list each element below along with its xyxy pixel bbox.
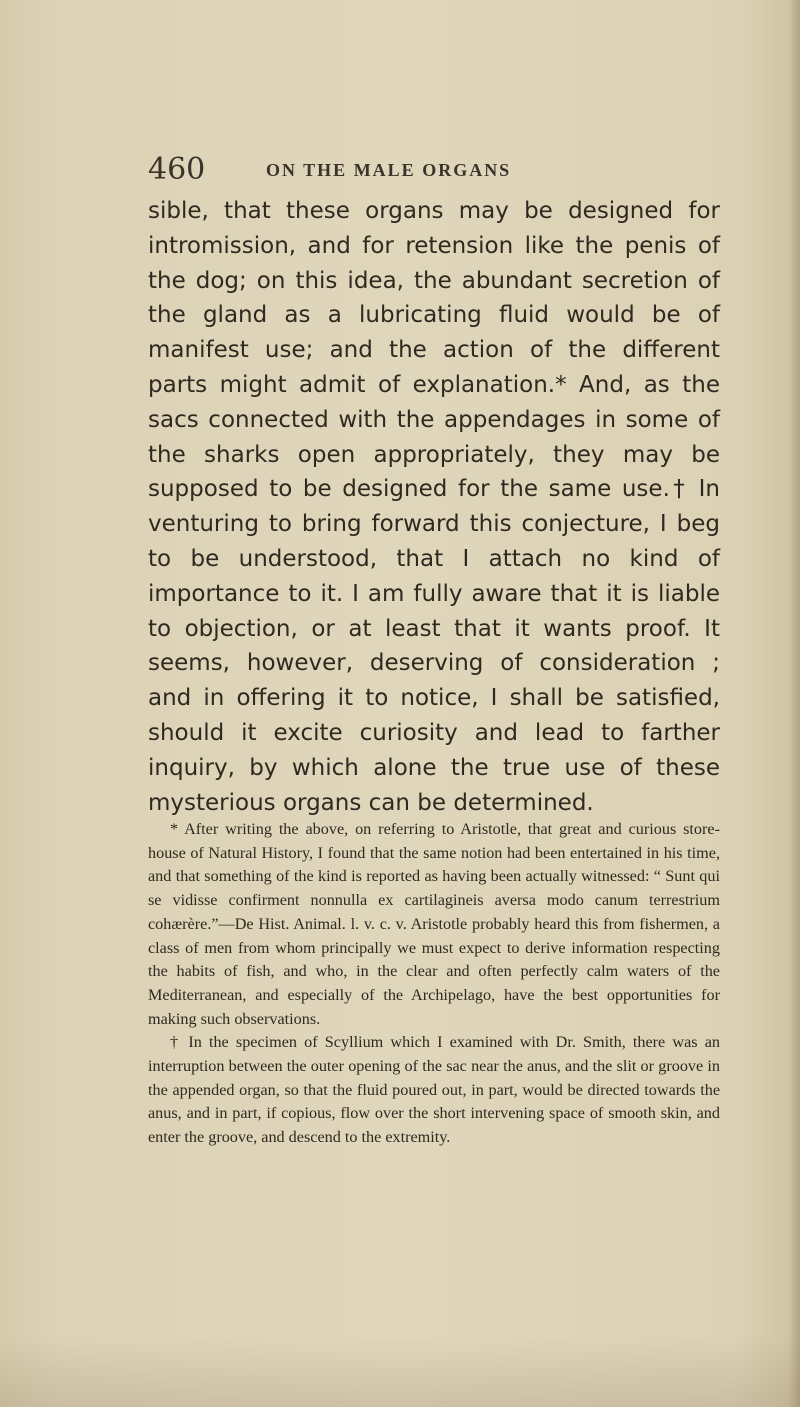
page-number: 460 bbox=[148, 152, 206, 187]
page-bottom-shadow bbox=[0, 1337, 800, 1407]
footnote-dagger: † In the specimen of Scyllium which I examined with Dr. Smith, there was an interruption between the outer opening of the sac near the anus, and the slit or groove in the appended organ, so that the fluid poured out, in part, would be directed towards the anus, and in part, if copious, flow over the short intervening space of smooth skin, and enter the groove, and descend to the extremity. bbox=[148, 1033, 720, 1147]
running-title: ON THE MALE ORGANS bbox=[266, 160, 512, 180]
page-edge-shadow bbox=[788, 0, 800, 1407]
footnote-asterisk: * After writing the above, on referring to Aristotle, that great and curious store-house of Natural History, I found that the same notion had been entertained in his time, and that something of the kind is reported as having been actually witnessed: “ Sunt qui se vidisse confirment nonnulla ex cartilagineis aversa modo canum terrestrium cohærère.”—De Hist. Animal. l. v. c. v. Aristotle probably heard this from fishermen, a class of men from whom principally we must expect to derive information respecting the habits of fish, and who, in the clear and often perfectly calm waters of the Mediterranean, and especially of the Archipelago, have the best opportunities for making such observations. bbox=[148, 820, 720, 1028]
footnotes bbox=[148, 818, 720, 1150]
page-header bbox=[148, 150, 708, 190]
body-paragraph: sible, that these organs may be designed for intromission, and for retension like the penis of the dog; on this idea, the abundant secretion of the gland as a lubricating fluid would be of manifest use; and the action of the different parts might admit of explanation.* And, as the sacs connected with the appendages in some of the sharks open appropriately, they may be supposed to be designed for the same use.† In venturing to bring forward this conjecture, I beg to be understood, that I attach no kind of importance to it. I am fully aware that it is liable to objection, or at least that it wants proof. It seems, however, deserving of consideration ; and in offering it to notice, I shall be satisfied, should it excite curiosity and lead to farther inquiry, by which alone the true use of these mysterious organs can be determined. bbox=[148, 198, 720, 816]
